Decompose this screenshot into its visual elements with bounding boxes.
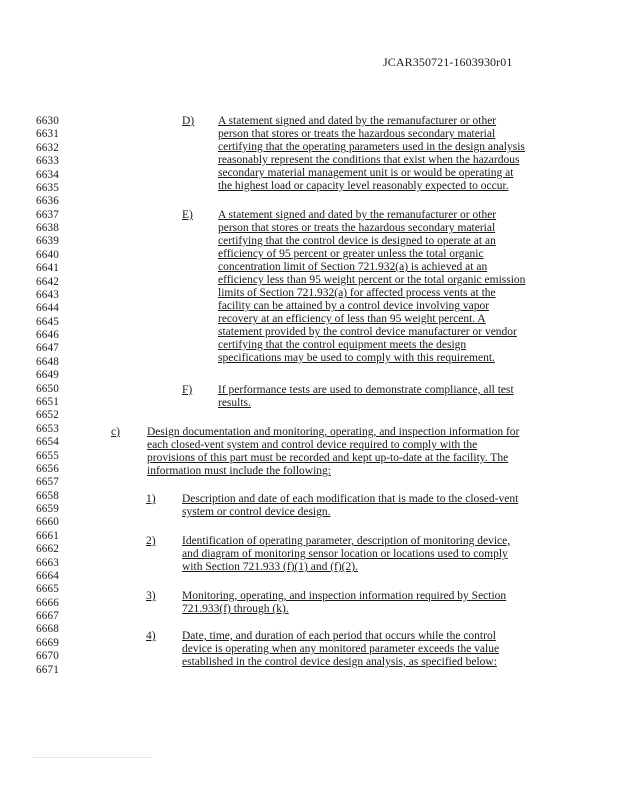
line-number: 6645 [36, 315, 59, 328]
line-number: 6655 [36, 449, 59, 462]
item-label-c1: 1) [146, 493, 156, 505]
line-number: 6633 [36, 155, 59, 168]
item-text-e [218, 209, 525, 365]
document-id: JCAR350721-1603930r01 [383, 55, 513, 69]
text-line: efficiency of 95 percent or greater unless the total organic [218, 248, 484, 260]
line-number: 6640 [36, 248, 59, 261]
line-number: 6659 [36, 503, 59, 516]
item-text-c2 [182, 535, 510, 574]
line-number: 6666 [36, 596, 59, 609]
line-number: 6639 [36, 235, 59, 248]
item-label-c4: 4) [146, 630, 156, 642]
text-line: established in the control device design analysis, as specified below: [182, 656, 497, 668]
text-line: recovery at an efficiency of less than 95 weight percent. A [218, 313, 486, 325]
subsection-text-c [147, 426, 519, 478]
line-number: 6632 [36, 141, 59, 154]
line-number: 6664 [36, 569, 59, 582]
text-line: certifying that the control device is designed to operate at an [218, 235, 496, 247]
line-number: 6635 [36, 181, 59, 194]
line-number: 6649 [36, 369, 59, 382]
line-number: 6647 [36, 342, 59, 355]
line-number: 6668 [36, 623, 59, 636]
line-number: 6651 [36, 395, 59, 408]
text-line: Description and date of each modification that is made to the closed-vent [182, 493, 519, 505]
text-line: provisions of this part must be recorded and kept up-to-date at the facility. The [147, 452, 509, 464]
text-line: A statement signed and dated by the remanufacturer or other [218, 209, 497, 221]
text-line: certifying that the control equipment meets the design [218, 339, 467, 351]
text-line: system or control device design. [182, 506, 331, 518]
line-number: 6654 [36, 436, 59, 449]
line-number: 6637 [36, 208, 59, 221]
line-number: 6642 [36, 275, 59, 288]
line-number: 6650 [36, 382, 59, 395]
item-text-d [218, 115, 525, 193]
line-number: 6636 [36, 195, 59, 208]
line-number: 6657 [36, 476, 59, 489]
text-line: Identification of operating parameter, description of monitoring device, [182, 535, 511, 547]
subsection-label-c: c) [111, 426, 120, 438]
line-number: 6663 [36, 556, 59, 569]
text-line: certifying that the operating parameters used in the design analysis [218, 141, 525, 153]
text-line: device is operating when any monitored parameter exceeds the value [182, 643, 500, 655]
text-line: each closed-vent system and control device required to comply with the [147, 439, 478, 451]
line-number: 6641 [36, 262, 59, 275]
item-label-f: F) [182, 384, 193, 396]
line-number: 6631 [36, 128, 59, 141]
item-label-e: E) [182, 209, 193, 221]
footer-rule [32, 757, 152, 758]
line-number: 6660 [36, 516, 59, 529]
text-line: the highest load or capacity level reasonably expected to occur. [218, 180, 509, 192]
line-number: 6671 [36, 663, 59, 676]
line-number: 6661 [36, 529, 59, 542]
text-line: A statement signed and dated by the remanufacturer or other [218, 115, 497, 127]
line-number: 6665 [36, 583, 59, 596]
item-label-c2: 2) [146, 535, 156, 547]
line-number: 6644 [36, 302, 59, 315]
text-line: results. [218, 397, 251, 409]
line-number: 6646 [36, 329, 59, 342]
text-line: specifications may be used to comply with this requirement. [218, 352, 495, 364]
text-line: efficiency less than 95 weight percent or the total organic emission [218, 274, 526, 286]
line-number: 6643 [36, 288, 59, 301]
text-line: 721.933(f) through (k). [182, 603, 289, 615]
line-number: 6656 [36, 462, 59, 475]
item-label-d: D) [182, 115, 195, 127]
text-line: Design documentation and monitoring, operating, and inspection information for [147, 426, 520, 438]
text-line: person that stores or treats the hazardous secondary material [218, 222, 496, 234]
line-number: 6638 [36, 222, 59, 235]
item-text-c1 [182, 493, 518, 519]
item-text-c3 [182, 590, 506, 616]
line-number: 6648 [36, 355, 59, 368]
text-line: facility can be attained by a control device involving vapor [218, 300, 490, 312]
text-line: information must include the following: [147, 465, 331, 477]
line-number: 6652 [36, 409, 59, 422]
line-number: 6634 [36, 168, 59, 181]
text-line: statement provided by the control device manufacturer or vendor [218, 326, 517, 338]
item-text-f [218, 384, 514, 410]
item-label-c3: 3) [146, 590, 156, 602]
line-number: 6670 [36, 650, 59, 663]
line-number: 6662 [36, 543, 59, 556]
text-line: and diagram of monitoring sensor location or locations used to comply [182, 548, 508, 560]
item-text-c4 [182, 630, 499, 669]
text-line: Date, time, and duration of each period that occurs while the control [182, 630, 496, 642]
text-line: limits of Section 721.932(a) for affected process vents at the [218, 287, 496, 299]
text-line: with Section 721.933 (f)(1) and (f)(2). [182, 561, 358, 573]
line-number: 6667 [36, 610, 59, 623]
text-line: concentration limit of Section 721.932(a) is achieved at an [218, 261, 488, 273]
text-line: reasonably represent the conditions that exist when the hazardous [218, 154, 520, 166]
line-number: 6658 [36, 489, 59, 502]
text-line: Monitoring, operating, and inspection information required by Section [182, 590, 507, 602]
text-line: If performance tests are used to demonstrate compliance, all test [218, 384, 514, 396]
line-number: 6653 [36, 422, 59, 435]
line-number: 6669 [36, 636, 59, 649]
line-number: 6630 [36, 115, 59, 127]
text-line: secondary material management unit is or would be operating at [218, 167, 514, 179]
text-line: person that stores or treats the hazardous secondary material [218, 128, 496, 140]
